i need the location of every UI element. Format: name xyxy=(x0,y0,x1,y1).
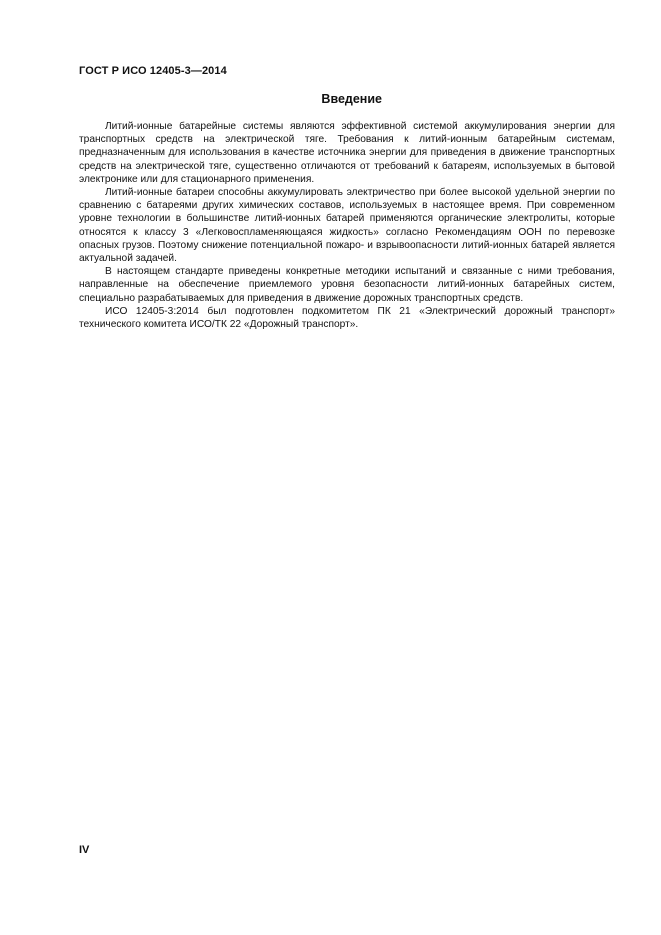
page-number: IV xyxy=(79,844,90,856)
paragraph: ИСО 12405-3:2014 был подготовлен подкомитетом ПК 21 «Электрический дорожный транспорт» технического комитета ИСО/ТК 22 «Дорожный транспорт». xyxy=(79,305,615,331)
paragraph: Литий-ионные батареи способны аккумулировать электричество при более высокой удельной энергии по сравнению с батареями других химических составов, используемых в настоящее время. При современном уровне технологии в большинстве литий-ионных батарей применяются органические электролиты, которые относятся к классу 3 «Легковоспламеняющаяся жидкость» согласно Рекомендациям ООН по перевозке опасных грузов. Поэтому снижение потенциальной пожаро- и взрывоопасности литий-ионных батарей является актуальной задачей. xyxy=(79,187,615,265)
introduction-body xyxy=(79,120,615,331)
document-header: ГОСТ Р ИСО 12405-3—2014 xyxy=(79,65,227,77)
section-title: Введение xyxy=(321,92,382,106)
paragraph: Литий-ионные батарейные системы являются эффективной системой аккумулирования энергии для транспортных средств на электрической тяге. Требования к литий-ионным батарейным системам, предназначенным для использования в качестве источника энергии для приведения в движение транспортных средств на электрической тяге, существенно отличаются от требований к батареям, используемых в бытовой электронике или для стационарного применения. xyxy=(79,121,615,185)
paragraph: В настоящем стандарте приведены конкретные методики испытаний и связанные с ними требования, направленные на обеспечение приемлемого уровня безопасности литий-ионных батарейных систем, специально разрабатываемых для приведения в движение дорожных транспортных средств. xyxy=(79,266,615,304)
